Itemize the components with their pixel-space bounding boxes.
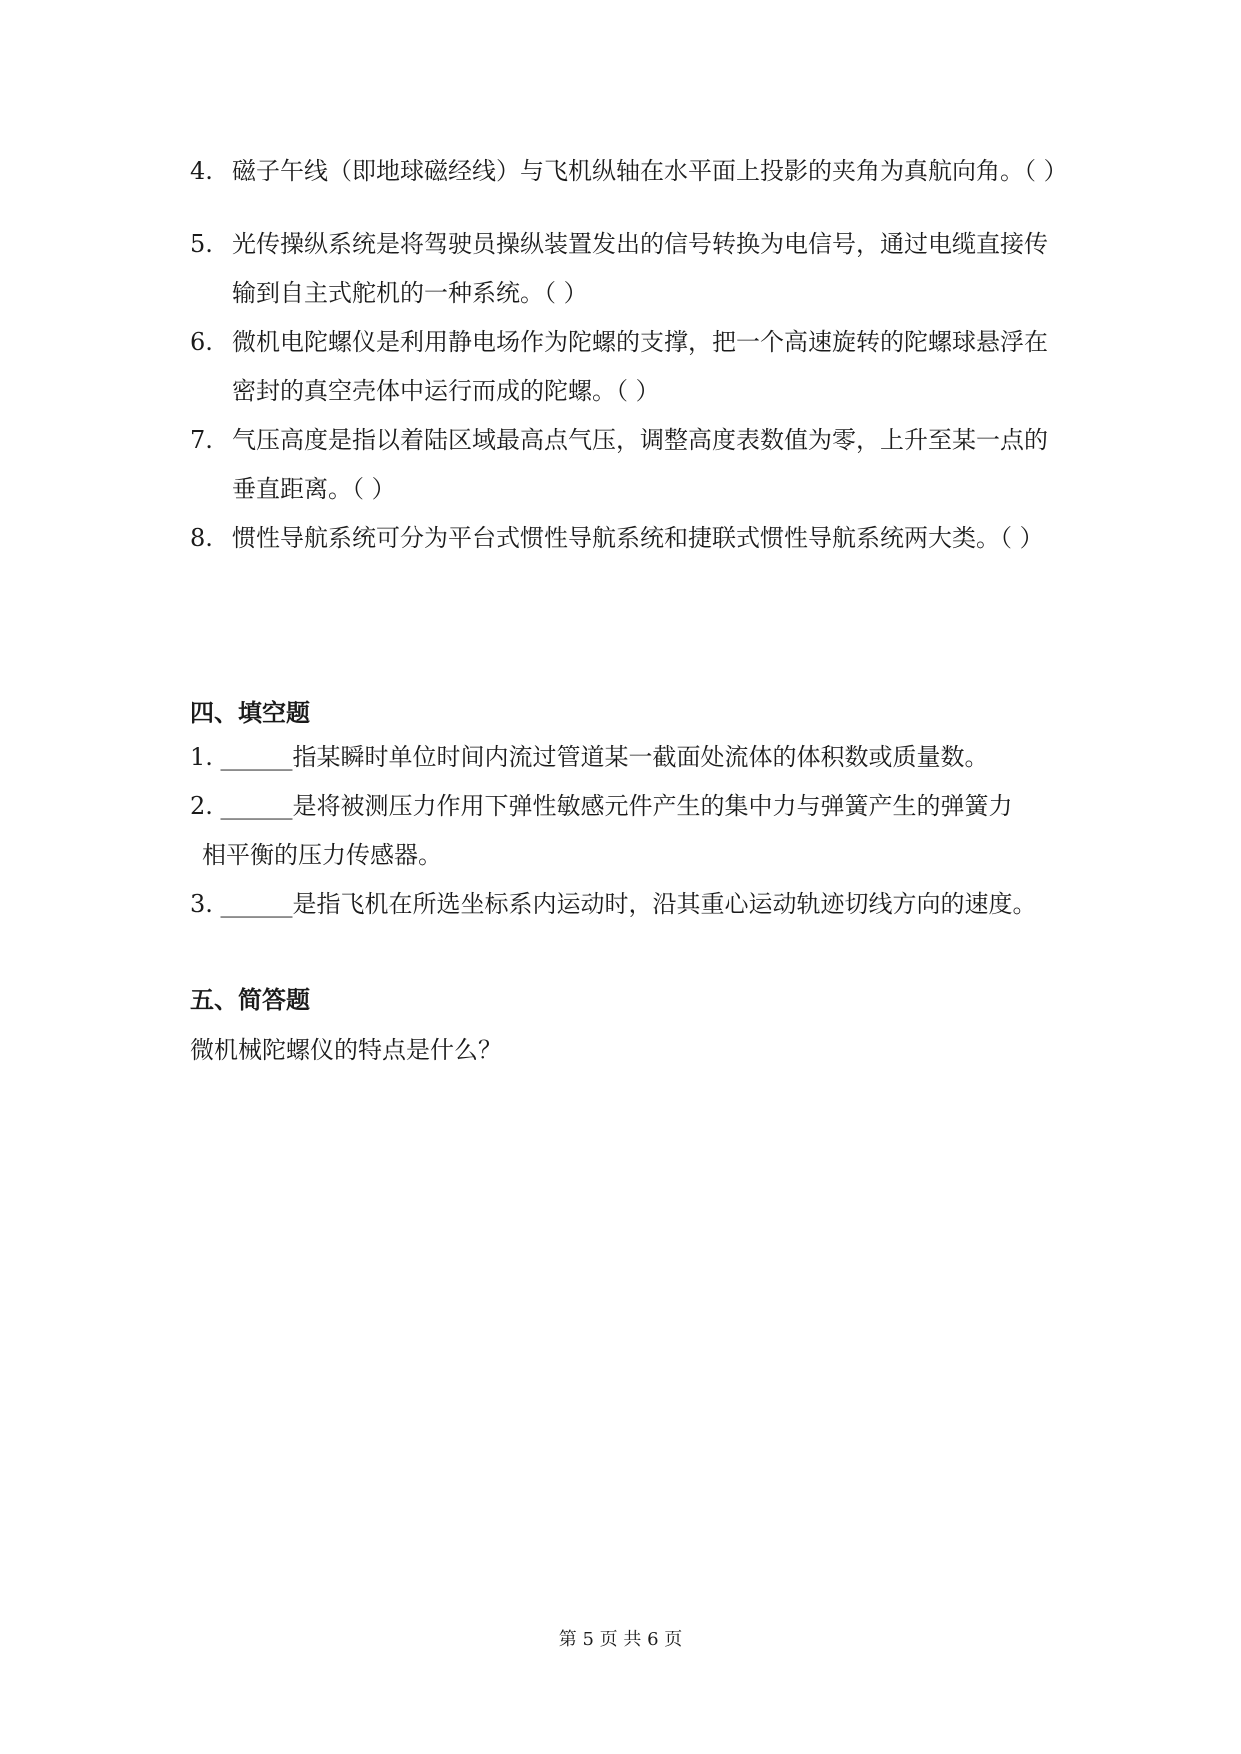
true-false-item-7 <box>190 416 1060 514</box>
item-text: 惯性导航系统可分为平台式惯性导航系统和捷联式惯性导航系统两大类。（ ） <box>232 524 1044 552</box>
true-false-item-4 <box>190 147 1068 196</box>
item-number: 6. <box>190 328 213 356</box>
item-number: 4. <box>190 157 213 185</box>
section-heading-fill-blank: 四、填空题 <box>190 698 310 727</box>
item-number: 8. <box>190 524 213 552</box>
item-text: 气压高度是指以着陆区域最高点气压，调整高度表数值为零，上升至某一点的垂直距离。（ ） <box>232 426 1048 503</box>
item-text: 光传操纵系统是将驾驶员操纵装置发出的信号转换为电信号，通过电缆直接传输到自主式舵机的一种系统。（ ） <box>232 230 1048 307</box>
fill-blank-item-1 <box>190 733 1060 782</box>
item-text: 磁子午线（即地球磁经线）与飞机纵轴在水平面上投影的夹角为真航向角。（ ） <box>232 157 1068 185</box>
item-number: 5. <box>190 230 213 258</box>
page-number-footer: 第 5 页 共 6 页 <box>558 1629 683 1650</box>
true-false-item-5 <box>190 220 1060 318</box>
item-number: 7. <box>190 426 213 454</box>
fill-blank-text: 1. ______指某瞬时单位时间内流过管道某一截面处流体的体积数或质量数。 <box>190 743 989 771</box>
fill-blank-text-continuation: 相平衡的压力传感器。 <box>202 841 442 869</box>
fill-blank-text: 3. ______是指飞机在所选坐标系内运动时，沿其重心运动轨迹切线方向的速度。 <box>190 890 1037 918</box>
true-false-item-6 <box>190 318 1060 416</box>
item-text: 微机电陀螺仪是利用静电场作为陀螺的支撑，把一个高速旋转的陀螺球悬浮在密封的真空壳体中运行而成的陀螺。（ ） <box>232 328 1048 405</box>
short-answer-question: 微机械陀螺仪的特点是什么？ <box>190 1036 502 1064</box>
fill-blank-item-3 <box>190 880 1060 929</box>
section-heading-short-answer: 五、简答题 <box>190 985 310 1014</box>
true-false-item-8 <box>190 514 1060 563</box>
fill-blank-text: 2. ______是将被测压力作用下弹性敏感元件产生的集中力与弹簧产生的弹簧力 <box>190 792 1013 820</box>
fill-blank-item-2 <box>190 782 1060 880</box>
